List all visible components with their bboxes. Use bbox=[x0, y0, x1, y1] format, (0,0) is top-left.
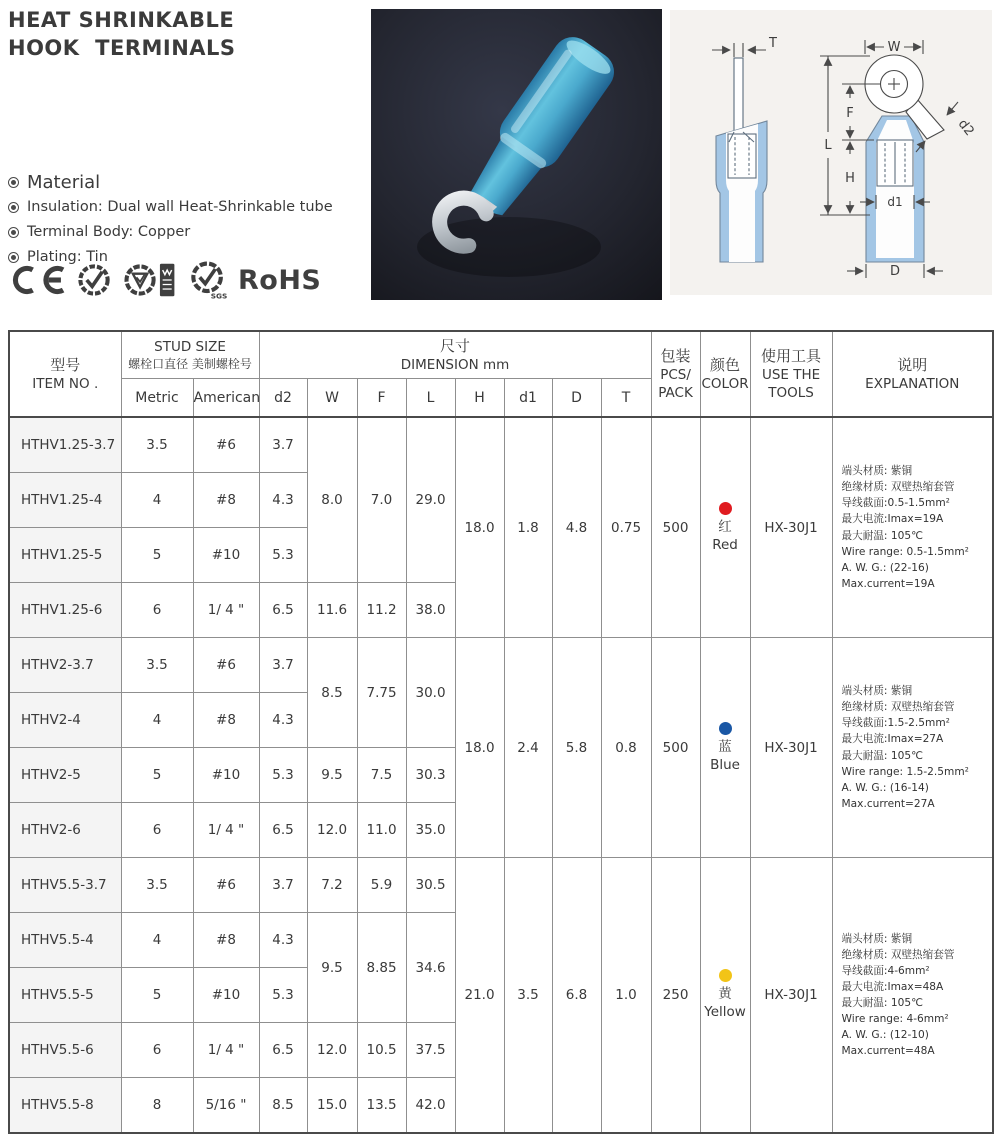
cell-american: #6 bbox=[193, 417, 259, 473]
cell-f: 7.5 bbox=[357, 748, 406, 803]
col-header-d: D bbox=[552, 379, 601, 418]
cell-pack: 250 bbox=[651, 858, 700, 1134]
color-dot-icon bbox=[719, 502, 732, 515]
cell-item: HTHV5.5-4 bbox=[9, 913, 121, 968]
cell-d1: 2.4 bbox=[504, 638, 552, 858]
cell-d2: 4.3 bbox=[259, 473, 307, 528]
cell-color: 蓝 Blue bbox=[700, 638, 750, 858]
cell-w: 12.0 bbox=[307, 1023, 357, 1078]
cell-american: #10 bbox=[193, 528, 259, 583]
cell-metric: 4 bbox=[121, 693, 193, 748]
quality-check-badge-icon bbox=[74, 260, 114, 300]
material-list bbox=[8, 172, 333, 272]
dim-label-W: W bbox=[887, 40, 901, 55]
cell-l: 29.0 bbox=[406, 417, 455, 583]
material-item: Insulation: Dual wall Heat-Shrinkable tube bbox=[8, 197, 333, 218]
col-header-t: T bbox=[601, 379, 651, 418]
title-line-2: HOOK TERMINALS bbox=[8, 36, 236, 60]
iso-ukas-badge-icon bbox=[122, 260, 178, 300]
cell-metric: 3.5 bbox=[121, 417, 193, 473]
table-row bbox=[9, 858, 993, 913]
col-header-h: H bbox=[455, 379, 504, 418]
cell-w: 15.0 bbox=[307, 1078, 357, 1134]
col-header-color: 颜色 COLOR bbox=[700, 331, 750, 417]
cell-d2: 5.3 bbox=[259, 528, 307, 583]
material-heading-row bbox=[8, 172, 333, 193]
dim-label-D: D bbox=[889, 264, 901, 279]
cell-f: 13.5 bbox=[357, 1078, 406, 1134]
cell-tools: HX-30J1 bbox=[750, 417, 832, 638]
rohs-label: RoHS bbox=[238, 264, 322, 296]
cell-american: #8 bbox=[193, 693, 259, 748]
cell-metric: 8 bbox=[121, 1078, 193, 1134]
cell-metric: 3.5 bbox=[121, 638, 193, 693]
cell-w: 8.0 bbox=[307, 417, 357, 583]
cell-pack: 500 bbox=[651, 417, 700, 638]
cell-l: 42.0 bbox=[406, 1078, 455, 1134]
cell-d2: 6.5 bbox=[259, 1023, 307, 1078]
col-header-pack: 包装 PCS/ PACK bbox=[651, 331, 700, 417]
cell-item: HTHV2-5 bbox=[9, 748, 121, 803]
cell-d2: 5.3 bbox=[259, 968, 307, 1023]
cell-d2: 6.5 bbox=[259, 803, 307, 858]
col-header-metric: Metric bbox=[121, 379, 193, 418]
cell-l: 30.0 bbox=[406, 638, 455, 748]
cell-w: 12.0 bbox=[307, 803, 357, 858]
material-item: Terminal Body: Copper bbox=[8, 222, 333, 243]
cell-explanation: 端头材质: 紫铜 绝缘材质: 双壁热缩套管 导线截面:1.5-2.5mm² 最大电流:Imax=27A 最大耐温: 105℃ Wire range: 1.5-2.5mm² A. W. G.: (16-14) Max.current=27A bbox=[832, 638, 993, 858]
dim-label-T: T bbox=[769, 36, 777, 51]
cell-h: 18.0 bbox=[455, 417, 504, 638]
cell-item: HTHV5.5-6 bbox=[9, 1023, 121, 1078]
cell-american: 5/16 " bbox=[193, 1078, 259, 1134]
cell-item: HTHV2-3.7 bbox=[9, 638, 121, 693]
cell-american: #6 bbox=[193, 858, 259, 913]
cell-item: HTHV5.5-8 bbox=[9, 1078, 121, 1134]
ce-mark-icon bbox=[8, 260, 66, 300]
cell-l: 30.5 bbox=[406, 858, 455, 913]
material-heading: Material bbox=[27, 172, 101, 193]
color-dot-icon bbox=[719, 969, 732, 982]
cell-t: 1.0 bbox=[601, 858, 651, 1134]
cell-t: 0.75 bbox=[601, 417, 651, 638]
col-header-stud-size: STUD SIZE 螺栓口直径 美制螺栓号 bbox=[121, 331, 259, 379]
cell-american: #10 bbox=[193, 968, 259, 1023]
cell-explanation: 端头材质: 紫铜 绝缘材质: 双壁热缩套管 导线截面:4-6mm² 最大电流:Imax=48A 最大耐温: 105℃ Wire range: 4-6mm² A. W. G.: (12-10) Max.current=48A bbox=[832, 858, 993, 1134]
cell-l: 30.3 bbox=[406, 748, 455, 803]
cell-f: 11.0 bbox=[357, 803, 406, 858]
cell-color: 黄 Yellow bbox=[700, 858, 750, 1134]
cell-f: 7.75 bbox=[357, 638, 406, 748]
bullet-icon bbox=[8, 227, 19, 238]
cell-item: HTHV2-6 bbox=[9, 803, 121, 858]
col-header-dimension: 尺寸 DIMENSION mm bbox=[259, 331, 651, 379]
cell-d2: 4.3 bbox=[259, 913, 307, 968]
product-photo bbox=[371, 9, 662, 300]
cell-metric: 6 bbox=[121, 1023, 193, 1078]
dim-label-L: L bbox=[824, 138, 832, 153]
bullet-icon bbox=[8, 177, 19, 188]
cell-color: 红 Red bbox=[700, 417, 750, 638]
cell-metric: 3.5 bbox=[121, 858, 193, 913]
col-header-explanation: 说明 EXPLANATION bbox=[832, 331, 993, 417]
cell-w: 7.2 bbox=[307, 858, 357, 913]
cell-metric: 5 bbox=[121, 528, 193, 583]
cell-f: 10.5 bbox=[357, 1023, 406, 1078]
page-title bbox=[8, 6, 236, 62]
cell-l: 38.0 bbox=[406, 583, 455, 638]
dim-label-H: H bbox=[845, 171, 855, 186]
cell-explanation: 端头材质: 紫铜 绝缘材质: 双壁热缩套管 导线截面:0.5-1.5mm² 最大电流:Imax=19A 最大耐温: 105℃ Wire range: 0.5-1.5mm² A. W. G.: (22-16) Max.current=19A bbox=[832, 417, 993, 638]
certification-logos bbox=[8, 258, 321, 302]
hook-terminal-photo-icon bbox=[371, 9, 662, 300]
cell-d2: 8.5 bbox=[259, 1078, 307, 1134]
col-header-d2: d2 bbox=[259, 379, 307, 418]
cell-t: 0.8 bbox=[601, 638, 651, 858]
cell-d2: 6.5 bbox=[259, 583, 307, 638]
col-header-d1: d1 bbox=[504, 379, 552, 418]
cell-f: 5.9 bbox=[357, 858, 406, 913]
cell-d2: 3.7 bbox=[259, 638, 307, 693]
material-item: Plating: Tin bbox=[8, 247, 333, 268]
cell-american: 1/ 4 " bbox=[193, 583, 259, 638]
col-header-w: W bbox=[307, 379, 357, 418]
cell-d2: 3.7 bbox=[259, 858, 307, 913]
cell-w: 9.5 bbox=[307, 748, 357, 803]
dim-label-F: F bbox=[846, 106, 854, 121]
cell-metric: 6 bbox=[121, 803, 193, 858]
cell-item: HTHV5.5-5 bbox=[9, 968, 121, 1023]
cell-item: HTHV1.25-3.7 bbox=[9, 417, 121, 473]
cell-metric: 6 bbox=[121, 583, 193, 638]
cell-d: 4.8 bbox=[552, 417, 601, 638]
cell-american: #8 bbox=[193, 913, 259, 968]
color-dot-icon bbox=[719, 722, 732, 735]
cell-d2: 3.7 bbox=[259, 417, 307, 473]
table-row bbox=[9, 417, 993, 473]
dim-label-d1: d1 bbox=[887, 195, 903, 209]
cell-tools: HX-30J1 bbox=[750, 858, 832, 1134]
cell-metric: 5 bbox=[121, 748, 193, 803]
table-row bbox=[9, 638, 993, 693]
cell-w: 8.5 bbox=[307, 638, 357, 748]
dim-label-d2: d2 bbox=[954, 116, 977, 139]
cell-f: 8.85 bbox=[357, 913, 406, 1023]
title-line-1: HEAT SHRINKABLE bbox=[8, 8, 235, 32]
cell-metric: 4 bbox=[121, 473, 193, 528]
cell-l: 37.5 bbox=[406, 1023, 455, 1078]
col-header-l: L bbox=[406, 379, 455, 418]
sgs-label: SGS bbox=[210, 291, 228, 301]
cell-l: 34.6 bbox=[406, 913, 455, 1023]
cell-w: 9.5 bbox=[307, 913, 357, 1023]
cell-pack: 500 bbox=[651, 638, 700, 858]
cell-item: HTHV1.25-5 bbox=[9, 528, 121, 583]
cell-american: #6 bbox=[193, 638, 259, 693]
spec-table bbox=[8, 330, 994, 1134]
cell-item: HTHV5.5-3.7 bbox=[9, 858, 121, 913]
cell-f: 11.2 bbox=[357, 583, 406, 638]
cell-h: 18.0 bbox=[455, 638, 504, 858]
terminal-drawing-icon bbox=[670, 10, 992, 295]
col-header-american: American bbox=[193, 379, 259, 418]
dimension-diagram bbox=[670, 10, 992, 295]
cell-h: 21.0 bbox=[455, 858, 504, 1134]
col-header-f: F bbox=[357, 379, 406, 418]
cell-item: HTHV2-4 bbox=[9, 693, 121, 748]
cell-l: 35.0 bbox=[406, 803, 455, 858]
cell-item: HTHV1.25-6 bbox=[9, 583, 121, 638]
cell-tools: HX-30J1 bbox=[750, 638, 832, 858]
cell-d: 5.8 bbox=[552, 638, 601, 858]
cell-american: 1/ 4 " bbox=[193, 1023, 259, 1078]
cell-d1: 3.5 bbox=[504, 858, 552, 1134]
cell-w: 11.6 bbox=[307, 583, 357, 638]
cell-american: #8 bbox=[193, 473, 259, 528]
cell-metric: 5 bbox=[121, 968, 193, 1023]
cell-d2: 5.3 bbox=[259, 748, 307, 803]
cell-d1: 1.8 bbox=[504, 417, 552, 638]
cell-american: #10 bbox=[193, 748, 259, 803]
bullet-icon bbox=[8, 202, 19, 213]
cell-f: 7.0 bbox=[357, 417, 406, 583]
cell-metric: 4 bbox=[121, 913, 193, 968]
col-header-item-no: 型号 ITEM NO . bbox=[9, 331, 121, 417]
cell-d2: 4.3 bbox=[259, 693, 307, 748]
col-header-tools: 使用工具 USE THE TOOLS bbox=[750, 331, 832, 417]
cell-item: HTHV1.25-4 bbox=[9, 473, 121, 528]
sgs-badge-icon bbox=[186, 258, 230, 302]
cell-d: 6.8 bbox=[552, 858, 601, 1134]
spec-table-wrap bbox=[8, 330, 992, 1134]
cell-american: 1/ 4 " bbox=[193, 803, 259, 858]
